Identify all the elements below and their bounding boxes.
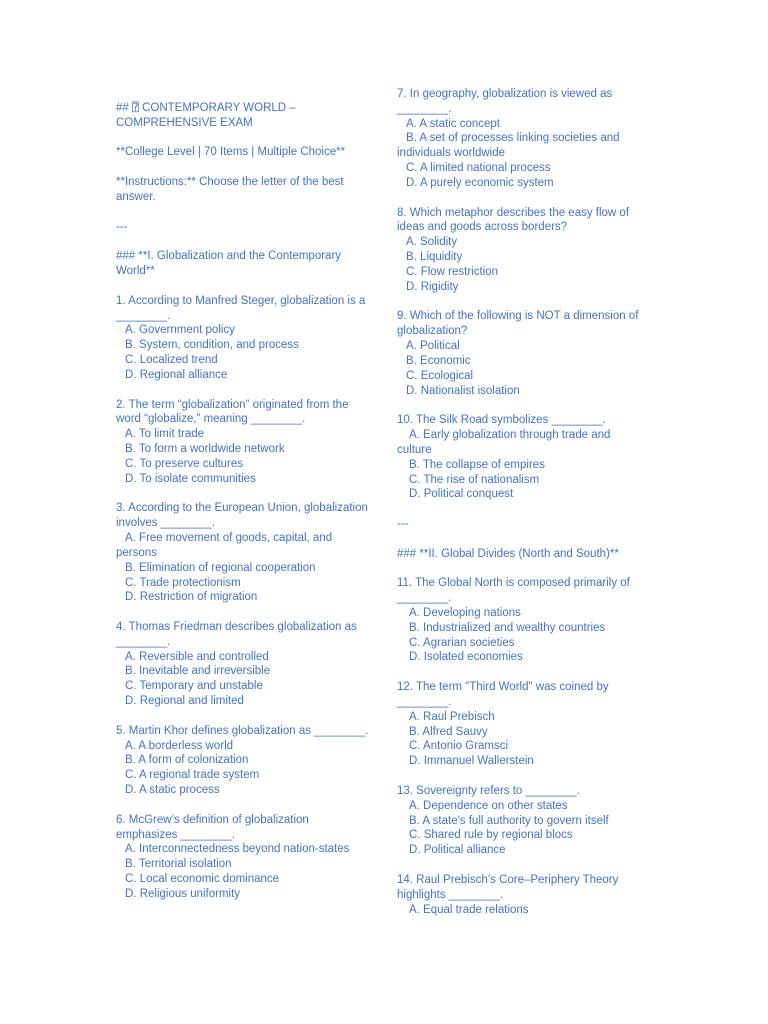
choice-b: B. Elimination of regional cooperation (125, 561, 316, 574)
choice-c: C. Agrarian societies (409, 636, 515, 649)
question-1 (116, 294, 372, 383)
choice-c: C. Trade protectionism (125, 576, 241, 589)
choice-b: B. A set of processes linking societies and individuals worldwide (397, 132, 620, 160)
question-4 (116, 620, 372, 709)
choice-b: B. Alfred Sauvy (409, 725, 488, 738)
question-11 (397, 576, 642, 665)
choice-c: C. Localized trend (125, 354, 218, 367)
choice-c: C. Temporary and unstable (125, 680, 263, 693)
choice-a: A. Equal trade relations (409, 903, 529, 916)
choice-a: A. Political (406, 340, 460, 353)
choice-d: D. Regional alliance (125, 368, 228, 381)
question-text: 3. According to the European Union, globalization involves ________. (116, 502, 368, 530)
instructions: **Instructions:** Choose the letter of the best answer. (116, 176, 344, 203)
question-text: 5. Martin Khor defines globalization as ________. (116, 724, 369, 737)
exam-title: ## ⍰ CONTEMPORARY WORLD – COMPREHENSIVE EXAM (116, 102, 296, 129)
choice-b: B. The collapse of empires (409, 458, 545, 471)
choice-a: A. Raul Prebisch (409, 710, 495, 723)
choice-d: D. Regional and limited (125, 695, 244, 708)
choice-a: A. Interconnectedness beyond nation-states (125, 843, 350, 856)
choice-a: A. To limit trade (125, 428, 205, 441)
choice-b: B. Inevitable and irreversible (125, 665, 271, 678)
choice-c: C. A regional trade system (125, 769, 260, 782)
question-2 (116, 398, 372, 487)
choice-b: B. To form a worldwide network (125, 443, 285, 456)
choice-d: D. Political conquest (409, 488, 514, 501)
question-6 (116, 813, 372, 902)
question-text: 11. The Global North is composed primarily of ________. (397, 577, 630, 605)
divider: --- (397, 518, 409, 531)
choice-a: A. Free movement of goods, capital, and persons (116, 532, 333, 559)
choice-a: A. A borderless world (125, 739, 234, 752)
choice-a: A. Dependence on other states (409, 799, 568, 812)
choice-c: C. A limited national process (406, 162, 551, 175)
question-text: 2. The term “globalization” originated from the word “globalize,” meaning ________. (116, 398, 349, 426)
choice-b: B. Territorial isolation (125, 858, 232, 871)
choice-a: A. Developing nations (409, 606, 521, 619)
question-14 (397, 873, 642, 917)
choice-c: C. To preserve cultures (125, 457, 244, 470)
choice-a: A. Government policy (125, 324, 235, 337)
section-heading: ### **I. Globalization and the Contemporary World** (116, 250, 342, 278)
right-column (397, 87, 642, 932)
choice-a: A. Early globalization through trade and culture (397, 429, 611, 456)
choice-c: C. Flow restriction (406, 265, 499, 278)
choice-a: A. A static concept (406, 117, 500, 130)
choice-d: D. To isolate communities (125, 472, 256, 485)
question-10 (397, 413, 642, 502)
choice-d: D. Restriction of migration (125, 591, 258, 604)
choice-c: C. Shared rule by regional blocs (409, 829, 573, 842)
question-text: 1. According to Manfred Steger, globalization is a ________. (116, 294, 366, 322)
choice-c: C. Local economic dominance (125, 873, 280, 886)
choice-d: D. Immanuel Wallerstein (409, 755, 534, 768)
choice-c: C. The rise of nationalism (409, 473, 540, 486)
section-heading: ### **II. Global Divides (North and South)** (397, 547, 619, 560)
question-3 (116, 501, 372, 605)
question-text: 12. The term "Third World" was coined by ________. (397, 681, 609, 708)
divider: --- (116, 220, 128, 233)
choice-c: C. Antonio Gramsci (409, 740, 509, 753)
question-text: 10. The Silk Road symbolizes ________. (397, 414, 606, 427)
choice-d: D. Isolated economies (409, 651, 523, 664)
question-8 (397, 206, 642, 295)
choice-b: B. A form of colonization (125, 754, 249, 767)
question-text: 7. In geography, globalization is viewed as ________. (397, 88, 613, 115)
question-text: 6. McGrew’s definition of globalization emphasizes ________. (116, 813, 309, 841)
question-9 (397, 309, 642, 398)
question-text: 9. Which of the following is NOT a dimension of globalization? (397, 310, 639, 338)
choice-b: B. System, condition, and process (125, 339, 299, 352)
left-column (116, 101, 372, 917)
choice-d: D. Religious uniformity (125, 887, 241, 900)
choice-d: D. Nationalist isolation (406, 384, 520, 397)
question-5 (116, 724, 372, 798)
question-13 (397, 784, 642, 858)
exam-meta: **College Level | 70 Items | Multiple Choice** (116, 146, 346, 159)
question-12 (397, 680, 642, 769)
choice-a: A. Reversible and controlled (125, 650, 269, 663)
choice-b: B. Economic (406, 354, 471, 367)
question-text: 14. Raul Prebisch’s Core–Periphery Theory highlights ________. (397, 873, 619, 901)
choice-d: D. Political alliance (409, 844, 506, 857)
choice-d: D. Rigidity (406, 280, 459, 293)
choice-a: A. Solidity (406, 236, 458, 249)
choice-c: C. Ecological (406, 369, 474, 382)
question-text: 4. Thomas Friedman describes globalization as ________. (116, 620, 357, 648)
question-text: 13. Sovereignty refers to ________. (397, 784, 580, 797)
choice-d: D. A purely economic system (406, 176, 554, 189)
choice-d: D. A static process (125, 784, 220, 797)
question-text: 8. Which metaphor describes the easy flow of ideas and goods across borders? (397, 206, 630, 234)
choice-b: B. A state's full authority to govern itself (409, 814, 609, 827)
choice-b: B. Liquidity (406, 251, 463, 264)
question-7 (397, 87, 642, 191)
choice-b: B. Industrialized and wealthy countries (409, 621, 606, 634)
